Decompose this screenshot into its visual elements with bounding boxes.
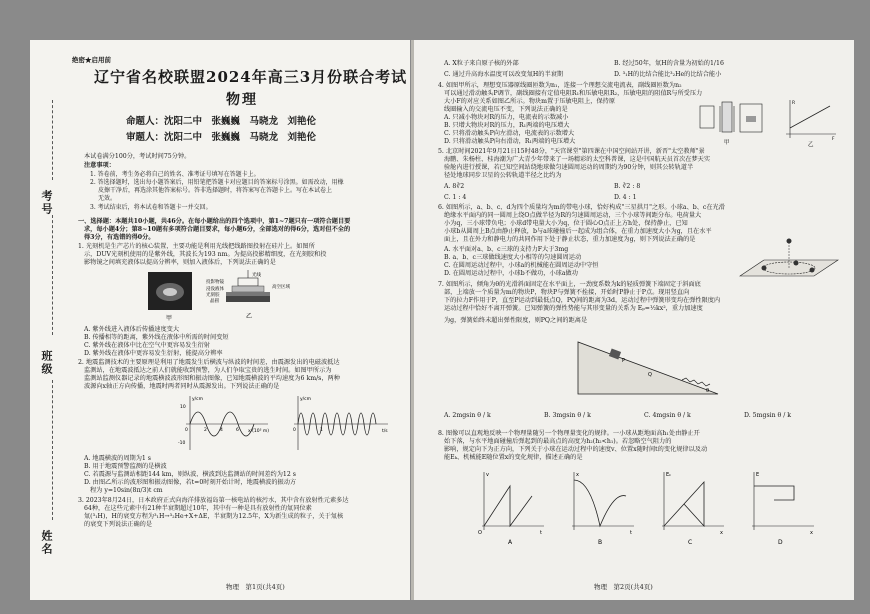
q7-option-d: D. 5mgsin θ / k	[744, 412, 792, 419]
svg-text:t: t	[630, 530, 632, 536]
q3-option-b: B. 经过50年，氚H的含量为初始的1/16	[614, 60, 724, 67]
axis-f: F	[832, 137, 835, 142]
q2-option-b: B. 用于地震预警监测的是横波	[84, 463, 167, 470]
q8-option-graphs	[474, 466, 834, 546]
fig-label-yi: 乙	[246, 313, 253, 320]
q3-option-a: A. X粒子来自原子核的外部	[444, 60, 519, 67]
tick-6: 6	[236, 428, 239, 433]
tick-1: 1	[320, 428, 323, 433]
section-title: 一、选择题：本题共10小题，共46分。在每小题给出的四个选项中，第1~7题只有一项符合题目要	[78, 218, 351, 225]
exam-title: 辽宁省名校联盟2024年高三3月份联合考试	[94, 68, 408, 86]
q7-stem: 为g，弹簧始终未超出弹性限度，则PQ之间的距离是	[444, 317, 588, 324]
q8-stem: 能Eₖ、机械能E随位置x的变化规律，描述正确的是	[444, 454, 583, 461]
q6-stem: 小球b从圆周上B点由静止释放，b与a球碰撞后一起成为组合体，在重力加速度大小为g，且在水平	[444, 228, 712, 235]
svg-text:t: t	[540, 530, 542, 536]
q2-stem: 2. 地震监测技术的主要原理是利用了地震发生后横波与纵波的时间差，由震源发出的电磁波抵达	[78, 359, 340, 366]
svg-text:θ: θ	[706, 388, 710, 394]
q5-stem: 验舱内进行授课，若已知空间站绕地球做匀速圆周运动的周期约为90分钟，则其公转轨道半	[444, 164, 694, 171]
notice-line: 皮擦干净后，再选涂其他答案标号。答非选择题时，将答案写在答题卡上。写在本试卷上	[98, 187, 333, 194]
exam-page-1	[30, 40, 410, 600]
q4-option-a: A. 只减小物块对R的压力，电流表的示数减小	[444, 114, 569, 121]
q3-stem: 3. 2023年8月24日，日本政府正式向海洋排放福岛第一核电站的核污水，其中含有放射性元素多达	[78, 497, 349, 504]
fig-label-yi: 乙	[808, 142, 814, 148]
q7-option-c: C. 4mgsin θ / k	[644, 412, 691, 419]
q4-stem: 大小F的对应关系如图乙所示。物块m置于压敏电阻上，保持原	[444, 98, 616, 105]
tick-2: 2	[204, 428, 207, 433]
axis-t: t/s	[382, 429, 388, 434]
q2-option-d: D. 由图乙所示的波形图和振动图像，若t=0时刻开始计时，地震横波的振动方	[84, 479, 297, 486]
axis-x: x/(10³ m)	[248, 429, 270, 434]
q1-figure	[146, 268, 296, 324]
q7-stem: 下的拉力F作用于P，直至P运动到最低点Q，PQ间的距离为3d，运动过程中弹簧形变均在弹性限度内	[444, 297, 721, 304]
notice-line: 1. 答卷前，考生务必将自己的姓名、准考证号填写在答题卡上。	[90, 171, 260, 178]
q5-option-c: C. 1 : 4	[444, 194, 467, 201]
notice-title: 注意事项：	[84, 162, 115, 169]
q2-option-c: C. 若震源与监测站相距144 km，则纵波、横波到达监测站的时间差约为12 s	[84, 471, 296, 478]
fig-label-wafer: 晶圆	[210, 299, 219, 304]
q3-stem: 的衰变下列说法正确的是	[84, 521, 153, 528]
q6-stem: 绝缘水平面内的同一圆周上绕O点做半径为R的匀速圆周运动，三个小球等间距分布。电荷量大	[444, 212, 702, 219]
q6-stem: 面上，且在外力和静电力的共同作用下处于静止状态，重力加速度为g，则下列说法正确的是	[444, 236, 696, 243]
q4-stem: 可以通过滑动触头P调节，副线圈接有定值电阻R₁和压敏电阻R₂，压敏电阻的阻值R与所受压力	[444, 90, 703, 97]
q8-stem: 影响，规定向下为正方向，下列关于小球在运动过程中的速度v、位置x随时间t的变化规律以及动	[444, 446, 708, 453]
fig-label-lens: 投影物镜	[206, 280, 224, 285]
fig-label-liquid: 浸没液体	[206, 287, 224, 292]
q2-graph-jia	[178, 396, 269, 450]
q3-stem: 64种，在这些元素中有21种半衰期超过10年，其中有一种是具有放射性的氚同位素	[84, 505, 312, 512]
q5-option-a: A. 8∛2	[444, 183, 465, 190]
svg-text:Q: Q	[648, 372, 652, 378]
axis-y: y/cm	[300, 397, 312, 402]
q6-stem: 小为q，三小球带负电；小球d带电量大小为q，位于圆心O点正上方h处，保持静止，已知	[444, 220, 688, 227]
q8-label-d: D	[778, 539, 783, 546]
q1-stem: 1. 光刻机是生产芯片的核心装置，主要功能是利用光线把线路图投射在硅片上。如图所	[78, 243, 315, 250]
q6-option-b: B. a、b、c三球做线速度大小相等的匀速圆周运动	[444, 254, 582, 261]
authors-line-2: 审题人：沈阳二中 张巍巍 马晓龙 刘艳伦	[126, 132, 317, 143]
fig-label-region: 高空区域	[272, 285, 290, 290]
q6-option-c: C. 在圆周运动过程中，小球a的机械能在圆周运动中守恒	[444, 262, 599, 269]
tick-0: 0	[293, 428, 296, 433]
notice-line: 无效。	[98, 195, 117, 202]
fig-label-resist: 光刻胶	[206, 293, 220, 298]
tick-10: 10	[180, 405, 186, 410]
q2-stem: 监测站，在地震波抵达之前人们就能收到预警，为人们争取宝贵的逃生时间。如图甲所示为	[84, 367, 332, 374]
q4-stem: 线圈输入的交流电压不变，下列说法正确的是	[444, 106, 568, 113]
exam-info: 本试卷满分100分，考试时间75分钟。	[84, 153, 191, 160]
section-line: 得3分，有选错的得0分。	[84, 234, 155, 241]
q1-stem: 影物镜之间填充液体以提高分辨率，则加入液体后，下列说法正确的是	[84, 259, 276, 266]
q2-stem: 波源向x轴正方向传播，地震时两者同时从震源发出。下列说法正确的是	[84, 383, 280, 390]
tick-neg10: -10	[178, 441, 186, 446]
svg-text:E: E	[756, 472, 760, 478]
q3-option-d: D. ³₁H的比结合能比³₂He的比结合能小	[614, 71, 722, 78]
q7-option-a: A. 2mgsin θ / k	[444, 412, 491, 419]
q5-stem: 径处地球同步卫星的公转轨道半径之比约为	[444, 172, 562, 179]
page-footer: 物理 第1页(共4页)	[226, 583, 285, 591]
svg-text:P: P	[622, 358, 626, 364]
notice-line: 3. 考试结束后，将本试卷和答题卡一并交回。	[90, 204, 212, 211]
q2-graph-yi	[293, 396, 388, 450]
q3-stem: 氚(³₁H)，H的衰变方程为³₁H→³₂He+X+ΔE，半衰期为12.5年，X为新生成的粒子，关于氚核	[84, 513, 344, 520]
q7-stem: 7. 如图所示，倾角为θ的光滑斜面固定在水平面上，一劲度系数为k的轻质弹簧下端固定于斜面底	[438, 281, 701, 288]
q7-option-b: B. 3mgsin θ / k	[544, 412, 591, 419]
q1-stem: 示，DUV光刻机使用的是紫外线，其波长为193 nm。为提高投影精细度，在光刻胶和投	[84, 251, 327, 258]
q4-option-b: B. 只增大物块对R的压力，R₁两端的电压增大	[444, 122, 570, 129]
q2-stem: 监测站监测仪器记录的地震横波波形图和振动图像，已知地震横波的平均速度为6 km/s，两种	[84, 375, 340, 382]
axis-r: R	[792, 101, 796, 106]
fig-label-jia: 甲	[166, 315, 173, 322]
notice-line: 2. 答选择题时，选出每小题答案后，用铅笔把答题卡对应题目的答案标号涂黑。如需改动，用橡	[90, 179, 344, 186]
svg-text:Eₖ: Eₖ	[666, 472, 672, 478]
q8-label-b: B	[598, 539, 603, 546]
secret-mark: 绝密★启用前	[72, 56, 111, 64]
q5-option-b: B. ∛2 : 8	[614, 183, 641, 190]
q7-stem: 部，上端放一个质量为m的物块P，物块P与弹簧不拴接，开始时P静止于P点。现用竖直向	[444, 289, 690, 296]
q8-graph-b	[572, 472, 634, 546]
q8-label-a: A	[508, 539, 513, 546]
exam-page-2	[414, 40, 854, 600]
q6-option-a: A. 水平面对a、b、c三球的支持力F大于3mg	[444, 246, 569, 253]
q1-option-d: D. 紫外线在液体中更容易发生衍射，能提高分辨率	[84, 350, 223, 357]
q2-option-d: 程为 y=10sin(8π/3)t cm	[90, 487, 163, 494]
q2-option-a: A. 地震横波的周期为1 s	[84, 455, 151, 462]
tick-4: 4	[220, 428, 223, 433]
name-label: 姓名	[40, 530, 53, 556]
q4-option-c: C. 只将滑动触头P向左滑动，电流表的示数增大	[444, 130, 575, 137]
q7-incline-figure	[574, 332, 724, 402]
q4-figure	[696, 96, 846, 148]
q4-option-d: D. 只将滑动触头P向右滑动，R₁两端的电压增大	[444, 138, 576, 145]
fig-label-jia: 甲	[724, 140, 730, 146]
exam-number-label: 考号	[40, 190, 53, 216]
authors-line-1: 命题人：沈阳二中 张巍巍 马晓龙 刘艳伦	[126, 116, 317, 127]
student-info-margin	[30, 40, 70, 600]
q8-graph-a	[478, 472, 544, 546]
svg-text:x: x	[810, 530, 813, 536]
q5-stem: 海鹏、朱杨柱、桂海潮为广大青少年带来了一场精彩的太空科普课，这是中国航天员首次在梦天实	[444, 156, 711, 163]
q5-option-d: D. 4 : 1	[614, 194, 637, 201]
section-line: 求，每小题4分；第8~10题有多项符合题目要求，每小题6分，全部选对的得6分，选对但不全的	[84, 226, 351, 233]
axis-y: y/cm	[192, 397, 204, 402]
q5-stem: 5. 北京时间2021年9月21日15时48分，"天宫课堂"第四课在中国空间站开讲，新晋"太空教师"景	[438, 148, 705, 155]
q7-stem: 运动过程中恰好不离开弹簧。已知弹簧的弹性势能与其形变量的关系为 Eₚ=½kx²，重力加速度	[444, 305, 703, 312]
fig-label-light: 光线	[252, 273, 261, 278]
tick-0: 0	[185, 428, 188, 433]
q1-option-b: B. 传播相等的距离，紫外线在液体中所需的时间变短	[84, 334, 229, 341]
page-footer: 物理 第2页(共4页)	[594, 583, 653, 591]
q3-option-c: C. 通过升高海水温度可以改变氚H的半衰期	[444, 71, 564, 78]
q6-option-d: D. 在圆周运动过程中，小球b不做功，小球a做功	[444, 270, 578, 277]
subject-title: 物理	[226, 92, 258, 108]
q1-option-a: A. 紫外线进入液体后传播速度变大	[84, 326, 180, 333]
class-label: 班级	[40, 350, 53, 376]
svg-text:O: O	[478, 530, 482, 536]
q6-stem: 6. 如图所示，a、b、c、d为四个质量均为m的带电小球，恰好构成"三星拱月"之形。小球a、b、c在光滑	[438, 204, 725, 211]
q8-stem: 8. 图像可以直观地反映一个物理量随另一个物理量变化的规律。一小球从距地面高h₁处由静止开	[438, 430, 700, 437]
q8-graph-c	[662, 472, 724, 546]
svg-text:x: x	[720, 530, 723, 536]
q1-option-c: C. 紫外线在液体中比在空气中更容易发生衍射	[84, 342, 211, 349]
svg-text:v: v	[486, 472, 489, 478]
q4-stem: 4. 如图甲所示，理想变压器原线圈匝数为n₁，连接一个理想交流电流表，副线圈匝数为n₂	[438, 82, 682, 89]
q8-graph-d	[752, 472, 814, 546]
svg-text:x: x	[576, 472, 579, 478]
q8-stem: 始下落，与水平地面碰撞后弹起到的最高点的高度为h₂(h₂<h₁)。若忽略空气阻力的	[444, 438, 672, 445]
q8-label-c: C	[688, 539, 693, 546]
q2-wave-graphs	[176, 392, 396, 454]
q6-figure	[734, 234, 844, 284]
